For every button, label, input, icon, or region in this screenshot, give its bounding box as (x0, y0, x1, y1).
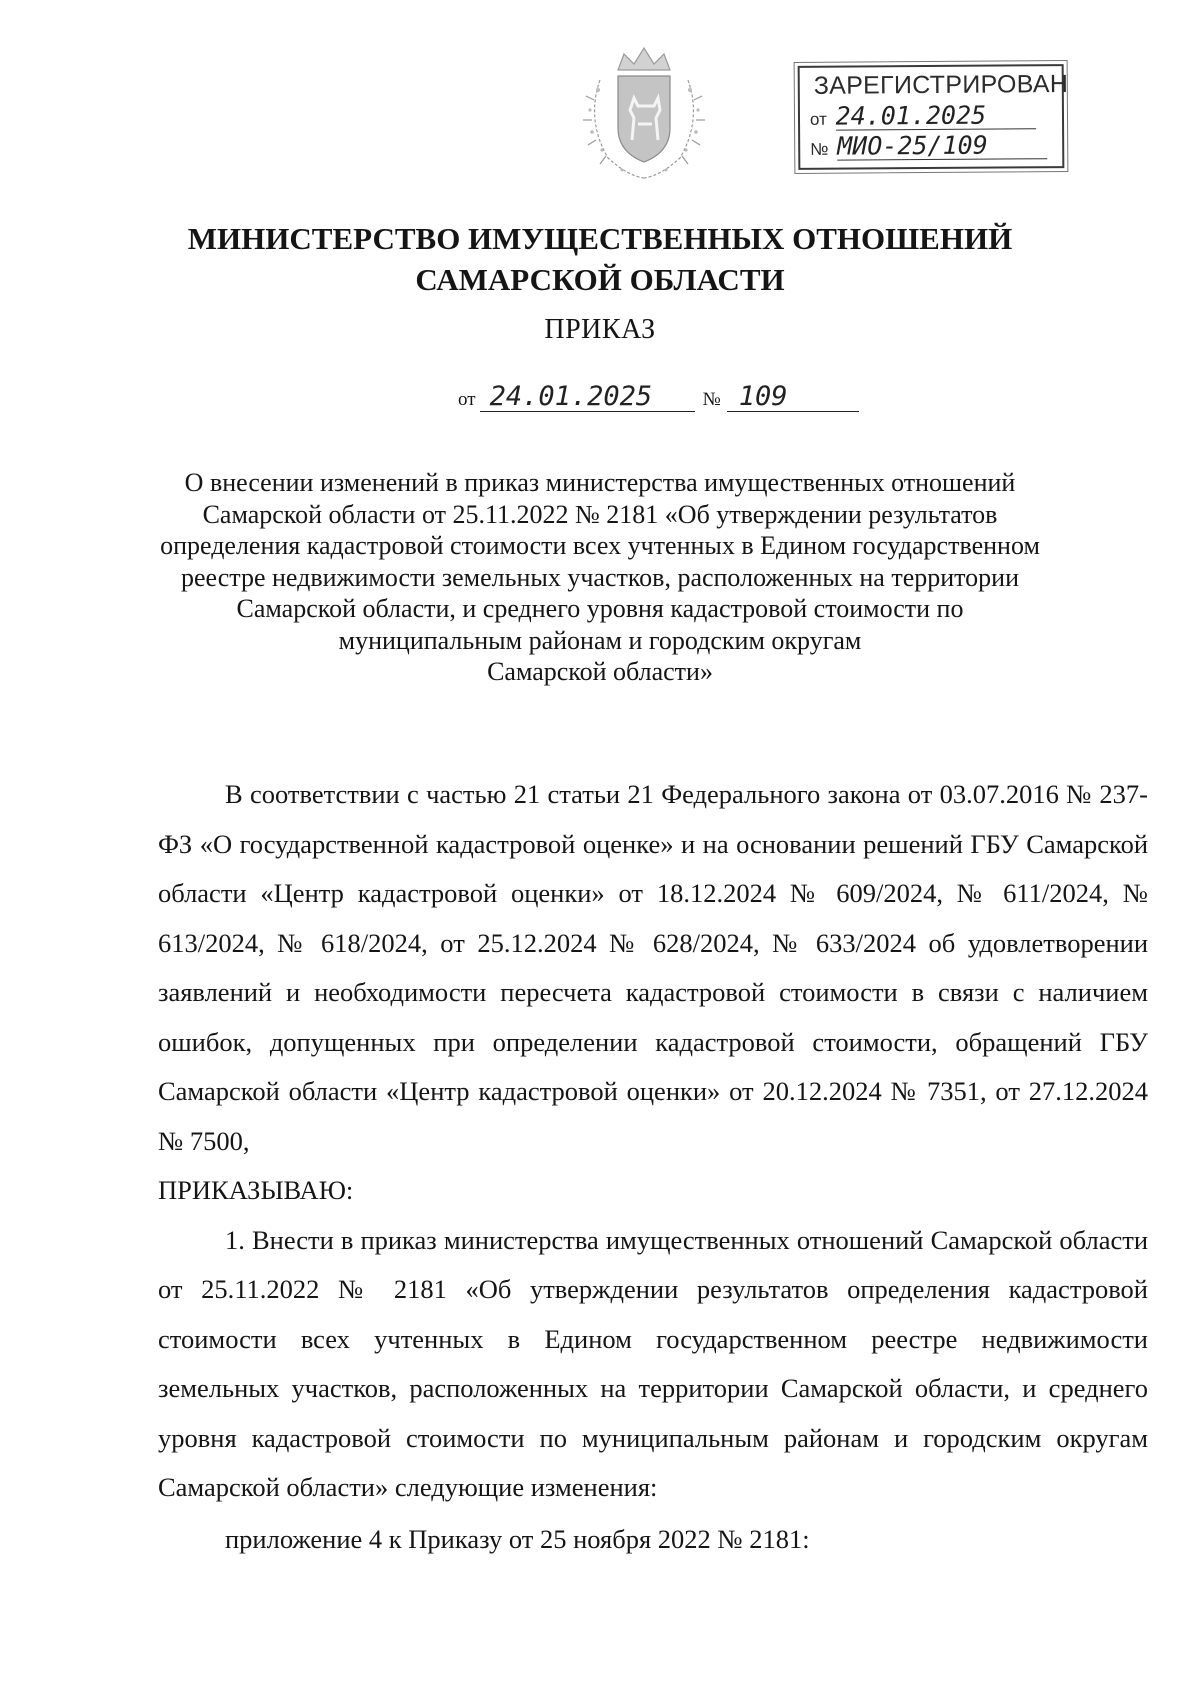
order-body (158, 770, 1148, 1564)
subject-line: определения кадастровой стоимости всех учтенных в Едином государственном (160, 531, 1040, 560)
ministry-heading-line2: САМАРСКОЙ ОБЛАСТИ (415, 262, 785, 297)
appendix-reference: приложение 4 к Приказу от 25 ноября 2022 № 2181: (225, 1523, 810, 1554)
stamp-title: ЗАРЕГИСТРИРОВАН (813, 70, 1069, 100)
item-1-paragraph: 1. Внести в приказ министерства имущественных отношений Самарской области от 25.11.2022 № 2181 «Об утверждении результатов определения кадастровой стоимости всех учтенных в Едином государственном реестре недвижимости земельных участков, расположенных на территории Самарской области, и среднего уровня кадастровой стоимости по муниципальным районам и городским округам Самарской области» следующие изменения: (158, 1224, 1148, 1502)
registration-stamp (798, 64, 1069, 170)
stamp-date-value: 24.01.2025 (836, 102, 1036, 130)
subject-line: муниципальным районам и городским округам (338, 625, 862, 655)
stamp-number-row (810, 132, 1047, 161)
ministry-heading-line1: МИНИСТЕРСТВО ИМУЩЕСТВЕННЫХ ОТНОШЕНИЙ (187, 221, 1013, 256)
samara-coat-of-arms-emblem (578, 40, 710, 182)
order-date-value: 24.01.2025 (480, 383, 695, 412)
order-date-label: от (458, 389, 476, 410)
ministry-heading (0, 218, 1200, 300)
subject-line: Самарской области» (487, 657, 713, 686)
order-number-value: 109 (727, 383, 859, 412)
stamp-number-value: МИО-25/109 (837, 132, 1047, 160)
order-subject (0, 467, 1200, 688)
order-directive-word: ПРИКАЗЫВАЮ: (158, 1175, 354, 1205)
subject-line: Самарской области, и среднего уровня кадастровой стоимости по (236, 594, 964, 623)
order-date-number-line (458, 383, 859, 412)
subject-line: О внесении изменений в приказ министерства имущественных отношений (184, 468, 1016, 497)
stamp-date-row (810, 102, 1036, 131)
preamble-paragraph: В соответствии с частью 21 статьи 21 Федерального закона от 03.07.2016 № 237-ФЗ «О государственной кадастровой оценке» и на основании решений ГБУ Самарской области «Центр кадастровой оценки» от 18.12.2024 № 609/2024, № 611/2024, № 613/2024, № 618/2024, от 25.12.2024 № 628/2024, № 633/2024 об удовлетворении заявлений и необходимости пересчета кадастровой стоимости в связи с наличием ошибок, допущенных при определении кадастровой стоимости, обращений ГБУ Самарской области «Центр кадастровой оценки» от 20.12.2024 № 7351, от 27.12.2024 № 7500, (158, 779, 1148, 1156)
subject-line: Самарской области от 25.11.2022 № 2181 «Об утверждении результатов (202, 499, 998, 529)
stamp-number-label: № (810, 139, 829, 159)
order-number-label: № (702, 389, 721, 410)
document-type-title: ПРИКАЗ (544, 314, 656, 345)
stamp-date-label: от (809, 109, 827, 129)
subject-line: реестре недвижимости земельных участков, расположенных на территории (181, 562, 1019, 592)
